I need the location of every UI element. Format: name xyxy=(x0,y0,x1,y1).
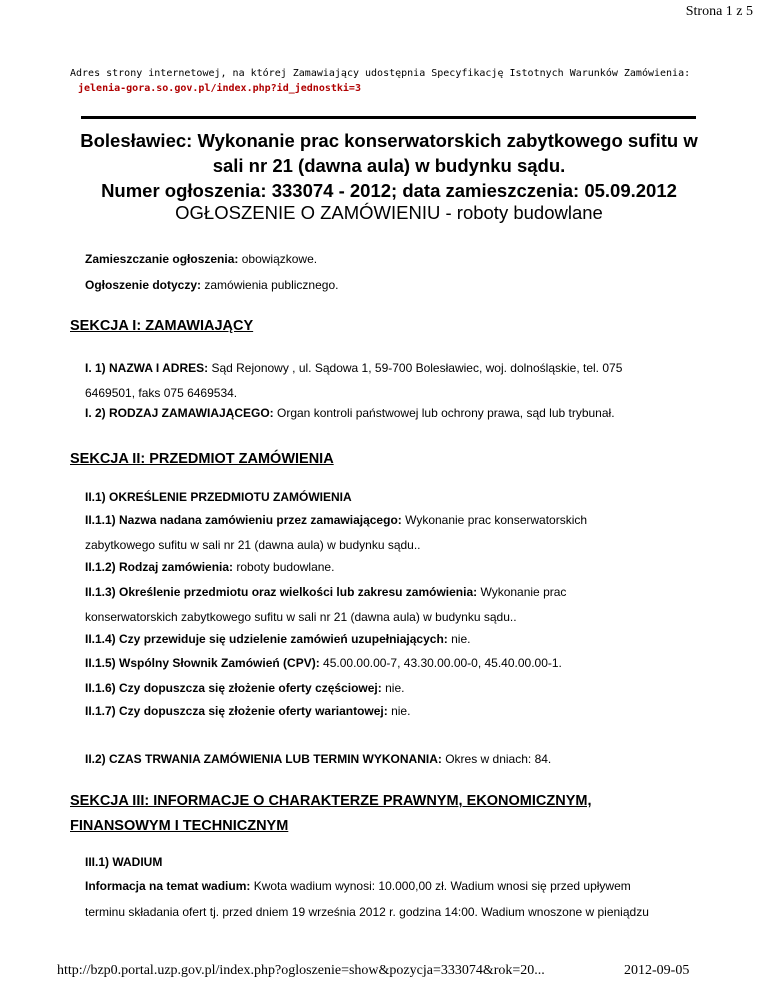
s2-duration-label: II.2) CZAS TRWANIA ZAMÓWIENIA LUB TERMIN WYKONANIA: xyxy=(85,752,442,766)
s3-wadium-value: Kwota wadium wynosi: 10.000,00 zł. Wadium wnosi się przed upływem xyxy=(250,879,631,893)
s3-wadium-row-2: terminu składania ofert tj. przed dniem 19 września 2012 r. godzina 14:00. Wadium wnoszone w pieniądzu xyxy=(85,905,649,919)
s2-name-row xyxy=(85,513,587,527)
s2-name-row-2: zabytkowego sufitu w sali nr 21 (dawna aula) w budynku sądu.. xyxy=(85,538,421,552)
s2-cpv-label: II.1.5) Wspólny Słownik Zamówień (CPV): xyxy=(85,656,320,670)
s2-cpv-value: 45.00.00.00-7, 43.30.00.00-0, 45.40.00.00-1. xyxy=(319,656,562,670)
s1-name-label: I. 1) NAZWA I ADRES: xyxy=(85,361,209,375)
s1-name-value: Sąd Rejonowy , ul. Sądowa 1, 59-700 Bolesławiec, woj. dolnośląskie, tel. 075 xyxy=(208,361,623,375)
s2-partial-value: nie. xyxy=(381,681,405,695)
footer-date: 2012-09-05 xyxy=(624,963,690,978)
section-1-heading: SEKCJA I: ZAMAWIAJĄCY xyxy=(70,318,254,334)
s1-type-label: I. 2) RODZAJ ZAMAWIAJĄCEGO: xyxy=(85,406,274,420)
s2-variant-value: nie. xyxy=(387,704,411,718)
concerns-row xyxy=(85,278,338,292)
siwz-url-label: Adres strony internetowej, na której Zamawiający udostępnia Specyfikację Istotnych Warunków Zamówienia: xyxy=(70,68,691,79)
s2-name-label: II.1.1) Nazwa nadana zamówieniu przez zamawiającego: xyxy=(85,513,402,527)
placing-row xyxy=(85,252,317,266)
footer-url: http://bzp0.portal.uzp.gov.pl/index.php?ogloszenie=show&pozycja=333074&rok=20... xyxy=(57,963,545,978)
s2-kind-value: roboty budowlane. xyxy=(233,560,335,574)
s2-duration-value: Okres w dniach: 84. xyxy=(441,752,552,766)
header-divider xyxy=(81,116,696,119)
s3-sub1: III.1) WADIUM xyxy=(85,855,163,869)
placing-value: obowiązkowe. xyxy=(238,252,318,266)
s2-variant-row xyxy=(85,704,410,718)
concerns-label: Ogłoszenie dotyczy: xyxy=(85,278,202,292)
s2-scope-row xyxy=(85,585,566,599)
s2-name-value: Wykonanie prac konserwatorskich xyxy=(401,513,588,527)
s2-cpv-row xyxy=(85,656,562,670)
siwz-url-link[interactable]: jelenia-gora.so.gov.pl/index.php?id_jednostki=3 xyxy=(78,83,361,94)
title-line-3: Numer ogłoszenia: 333074 - 2012; data zamieszczenia: 05.09.2012 xyxy=(101,180,677,201)
s3-wadium-row xyxy=(85,879,631,893)
concerns-value: zamówienia publicznego. xyxy=(201,278,339,292)
s1-type-value: Organ kontroli państwowej lub ochrony prawa, sąd lub trybunał. xyxy=(273,406,615,420)
s2-scope-row-2: konserwatorskich zabytkowego sufitu w sali nr 21 (dawna aula) w budynku sądu.. xyxy=(85,610,517,624)
s2-kind-label: II.1.2) Rodzaj zamówienia: xyxy=(85,560,234,574)
s1-name-row xyxy=(85,361,622,375)
notice-subtitle: OGŁOSZENIE O ZAMÓWIENIU - roboty budowlane xyxy=(175,202,603,223)
s2-scope-label: II.1.3) Określenie przedmiotu oraz wielkości lub zakresu zamówienia: xyxy=(85,585,478,599)
s2-partial-row xyxy=(85,681,404,695)
section-3-heading-line-2: FINANSOWYM I TECHNICZNYM xyxy=(70,818,289,834)
s3-wadium-label: Informacja na temat wadium: xyxy=(85,879,251,893)
s2-variant-label: II.1.7) Czy dopuszcza się złożenie oferty wariantowej: xyxy=(85,704,388,718)
section-3-heading-line-1: SEKCJA III: INFORMACJE O CHARAKTERZE PRAWNYM, EKONOMICZNYM, xyxy=(70,793,592,809)
s2-supp-value: nie. xyxy=(447,632,471,646)
s2-duration-row xyxy=(85,752,551,766)
s1-type-row xyxy=(85,406,615,420)
s2-kind-row xyxy=(85,560,334,574)
s1-name-row-2: 6469501, faks 075 6469534. xyxy=(85,386,238,400)
s2-sub1: II.1) OKREŚLENIE PRZEDMIOTU ZAMÓWIENIA xyxy=(85,490,352,504)
page-count: Strona 1 z 5 xyxy=(685,4,753,19)
s2-supp-label: II.1.4) Czy przewiduje się udzielenie zamówień uzupełniających: xyxy=(85,632,448,646)
title-line-1: Bolesławiec: Wykonanie prac konserwatorskich zabytkowego sufitu w xyxy=(80,130,698,151)
s2-scope-value: Wykonanie prac xyxy=(477,585,567,599)
s2-supp-row xyxy=(85,632,470,646)
notice-title xyxy=(80,128,698,203)
s2-partial-label: II.1.6) Czy dopuszcza się złożenie oferty częściowej: xyxy=(85,681,382,695)
section-2-heading: SEKCJA II: PRZEDMIOT ZAMÓWIENIA xyxy=(70,451,334,467)
title-line-2: sali nr 21 (dawna aula) w budynku sądu. xyxy=(212,155,566,176)
placing-label: Zamieszczanie ogłoszenia: xyxy=(85,252,239,266)
